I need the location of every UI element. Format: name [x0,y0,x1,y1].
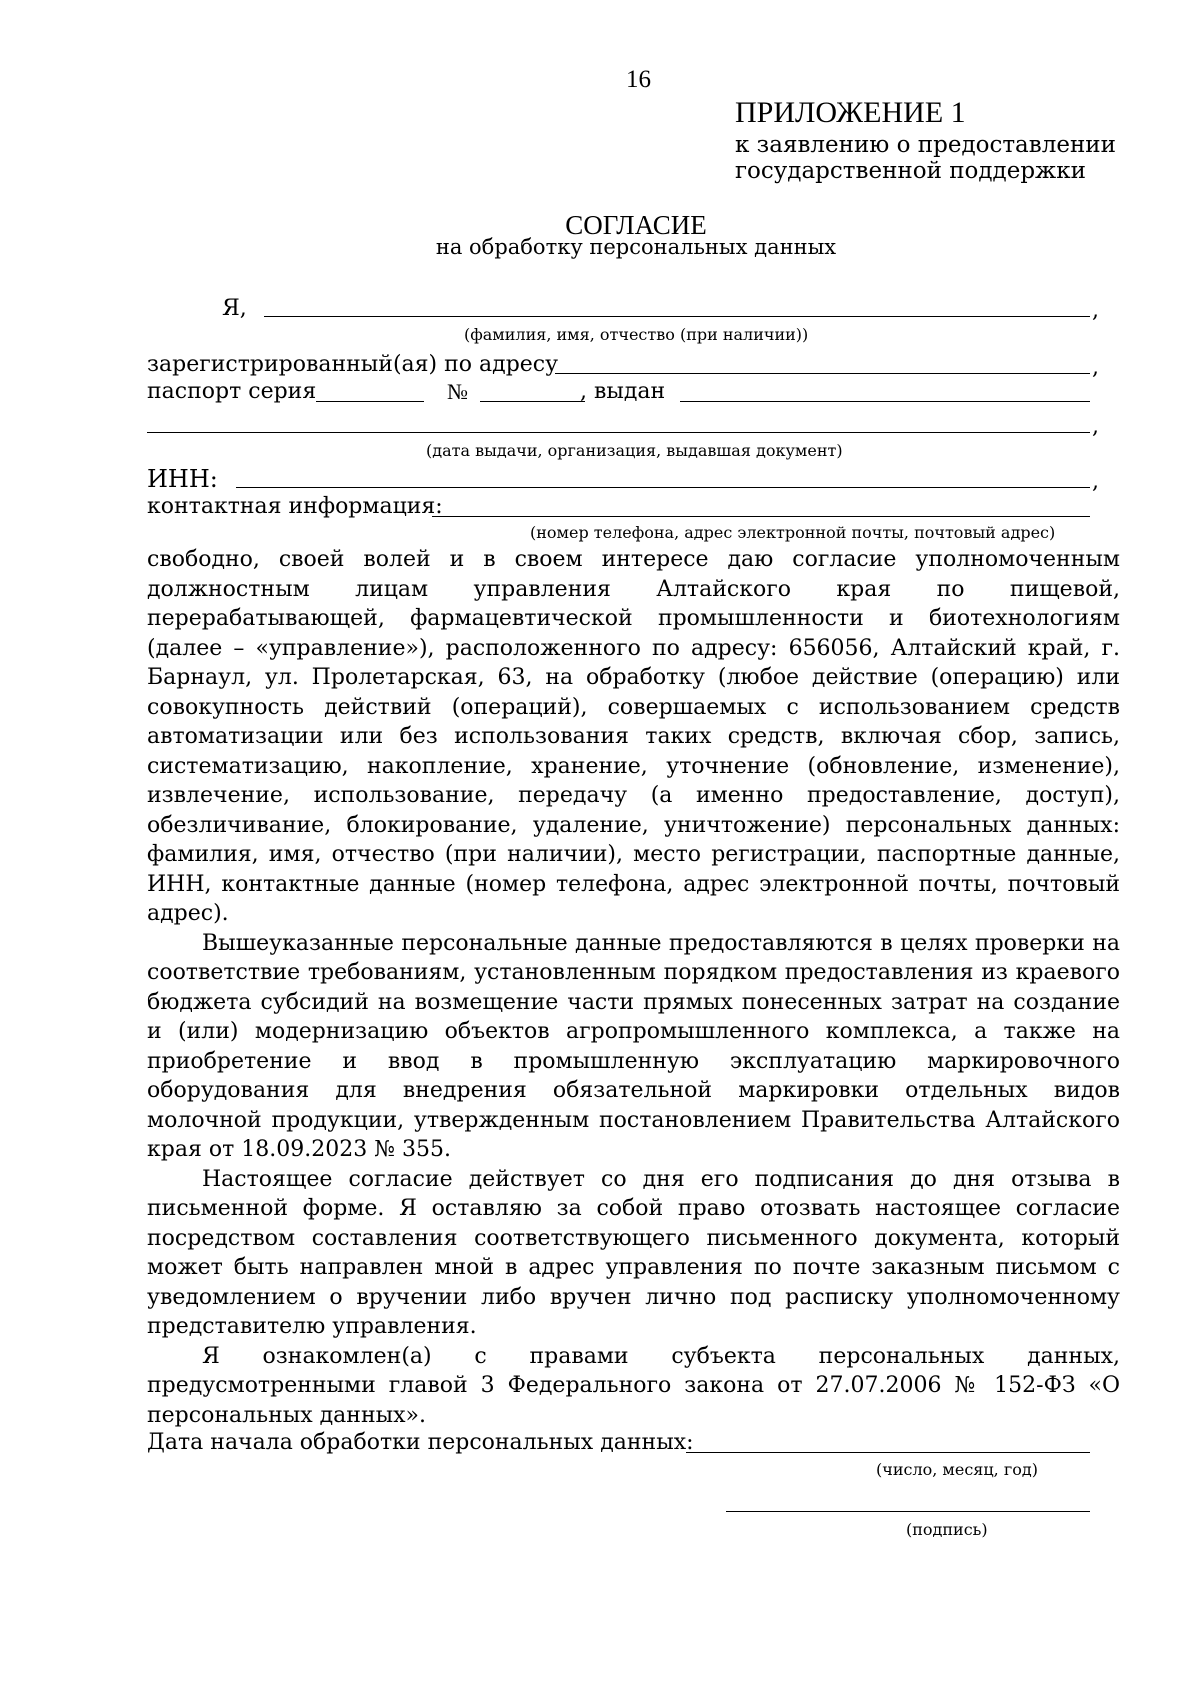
issued-hint: (дата выдачи, организация, выдавшая документ) [426,441,843,460]
name-comma: , [1092,298,1099,323]
issued-comma: , [1092,414,1099,439]
inn-comma: , [1092,469,1099,494]
address-label: зарегистрированный(ая) по адресу [147,352,559,377]
contact-hint: (номер телефона, адрес электронной почты, почтовый адрес) [530,523,1056,542]
processing-start-date-line[interactable] [686,1452,1090,1453]
address-field-line[interactable] [555,373,1090,374]
issued-details-line[interactable] [147,432,1090,433]
issued-by-line[interactable] [680,401,1090,402]
appendix-title: ПРИЛОЖЕНИЕ 1 [735,96,966,129]
name-hint: (фамилия, имя, отчество (при наличии)) [464,325,809,344]
passport-series-line[interactable] [316,401,424,402]
document-title: СОГЛАСИЕ [565,210,707,240]
appendix-line-2: государственной поддержки [735,158,1086,184]
purpose-paragraph: Вышеуказанные персональные данные предоставляются в целях проверки на соответствие требованиям, установленным порядком предоставления из краевого бюджета субсидий на возмещение части прямых понесенных затрат на создание и (или) модернизацию объектов агропромышленного комплекса, а также на приобретение и ввод в промышленную эксплуатацию маркировочного оборудования для внедрения обязательной маркировки отдельных видов молочной продукции, утвержденным постановлением Правительства Алтайского края от 18.09.2023 № 355. [147,930,1120,1162]
document-subtitle: на обработку персональных данных [435,235,837,259]
processing-start-date-label: Дата начала обработки персональных данных: [147,1430,694,1455]
signature-line[interactable] [726,1511,1090,1512]
validity-paragraph: Настоящее согласие действует со дня его подписания до дня отзыва в письменной форме. Я оставляю за собой право отозвать настоящее согласие посредством составления соответствующего письменного документа, который может быть направлен мной в адрес управления по почте заказным письмом с уведомлением о вручении либо вручен лично под расписку уполномоченному представителю управления. [147,1166,1120,1339]
signature-hint: (подпись) [906,1520,988,1539]
name-field-line[interactable] [264,316,1090,317]
address-comma: , [1092,355,1099,380]
passport-number-label: № [447,379,468,404]
inn-field-line[interactable] [236,487,1090,488]
date-hint: (число, месяц, год) [876,1460,1038,1479]
passport-series-label: паспорт серия [147,379,317,404]
page-number: 16 [626,66,651,93]
contact-label: контактная информация: [147,494,443,519]
appendix-line-1: к заявлению о предоставлении [735,132,1116,158]
contact-field-line[interactable] [432,516,1090,517]
consent-paragraph-1: свободно, своей волей и в своем интересе даю согласие уполномоченным должностным лицам управления Алтайского края по пищевой, перерабатывающей, фармацевтической промышленности и биотехнологиям (далее – «управление»), расположенного по адресу: 656056, Алтайский край, г. Барнаул, ул. Пролетарская, 63, на обработку (любое действие (операцию) или совокупность действий (операций), совершаемых с использованием средств автоматизации или без использования таких средств, включая сбор, запись, систематизацию, накопление, хранение, уточнение (обновление, изменение), извлечение, использование, передачу (а именно предоставление, доступ), обезличивание, блокирование, удаление, уничтожение) персональных данных: фамилия, имя, отчество (при наличии), место регистрации, паспортные данные, ИНН, контактные данные (номер телефона, адрес электронной почты, почтовый адрес). [147,547,1120,926]
inn-label: ИНН: [147,465,218,493]
consent-body [147,545,1120,1430]
rights-paragraph: Я ознакомлен(а) с правами субъекта персональных данных, предусмотренными главой 3 Федерального закона от 27.07.2006 № 152-ФЗ «О персональных данных». [147,1343,1120,1428]
name-label: Я, [222,296,247,321]
issued-label: , выдан [580,379,666,404]
passport-number-line[interactable] [480,401,585,402]
